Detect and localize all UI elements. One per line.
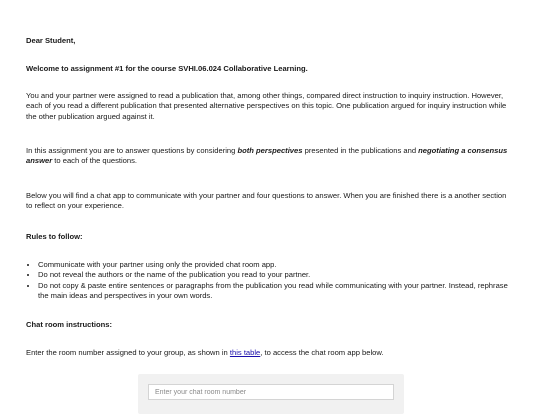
welcome-heading: Welcome to assignment #1 for the course SVHI.06.024 Collaborative Learning. — [26, 64, 308, 73]
task-emphasis-consensus: negotiating a consensus answer — [26, 146, 508, 166]
task-text-middle: presented in the publications and — [302, 146, 419, 155]
chat-instructions-before: Enter the room number assigned to your group, as shown in — [26, 348, 230, 357]
rules-heading: Rules to follow: — [26, 232, 83, 241]
task-text-after: to each of the questions. — [52, 156, 138, 166]
greeting: Dear Student, — [26, 36, 76, 45]
chat-instructions-after: , to access the chat room app below. — [260, 348, 384, 357]
rule-item: • Do not reveal the authors or the name of the publication you read to your partner. — [38, 270, 512, 280]
chat-instructions-heading: Chat room instructions: — [26, 320, 113, 329]
chat-instructions-paragraph — [26, 348, 512, 358]
room-table-link[interactable]: this table — [229, 348, 261, 357]
intro-paragraph: You and your partner were assigned to read a publication that, among other things, compared direct instruction to inquiry instruction. However, each of you read a different publication that presented alternative perspectives on this topic. One publication argued for inquiry instruction while the other publication argued against it. — [26, 91, 507, 121]
task-text-before: In this assignment you are to answer questions by considering — [26, 146, 238, 155]
task-emphasis-perspectives: both perspectives — [237, 146, 303, 155]
chat-room-number-input[interactable] — [148, 384, 394, 400]
task-paragraph — [26, 146, 512, 167]
rule-item: • Do not copy & paste entire sentences or paragraphs from the publication you read while communicating with your partner. Instead, rephrase the main ideas and perspectives in your own words. — [38, 281, 512, 302]
rules-list — [26, 260, 512, 302]
rule-item: • Communicate with your partner using only the provided chat room app. — [38, 260, 512, 270]
chat-room-panel — [138, 374, 404, 414]
below-paragraph: Below you will find a chat app to communicate with your partner and four questions to answer. When you are finished there is a another section to reflect on your experience. — [26, 191, 507, 211]
